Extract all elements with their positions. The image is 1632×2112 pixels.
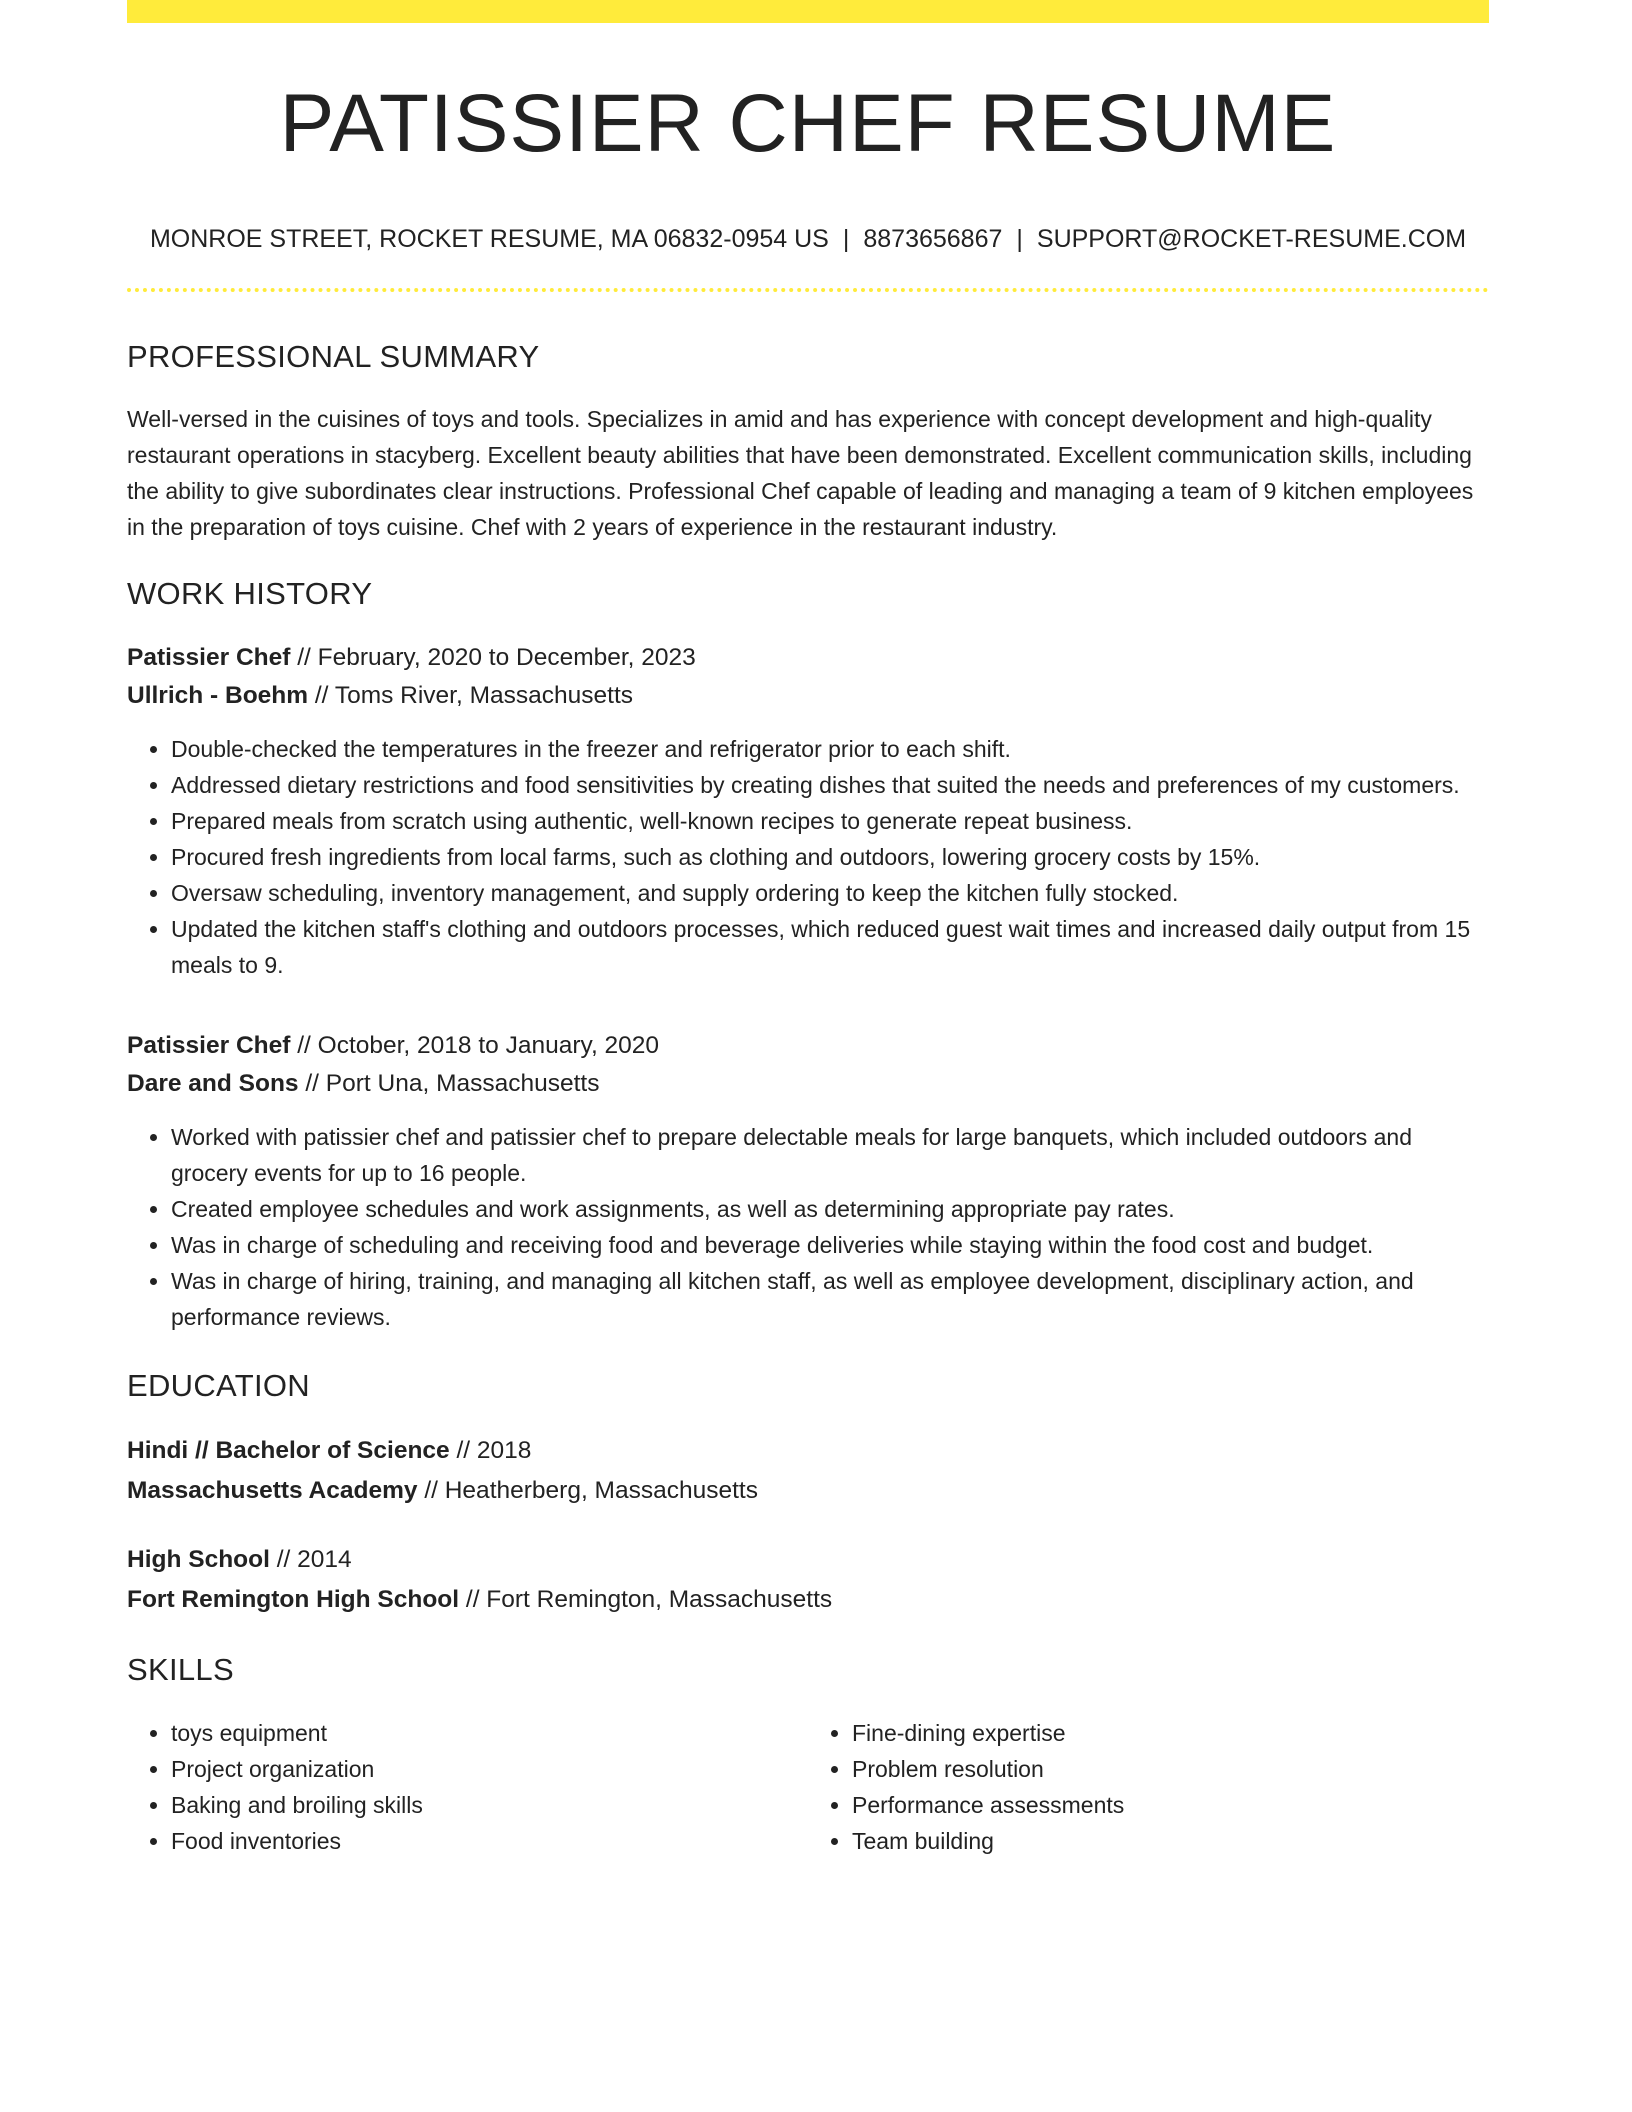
education-degree-line xyxy=(127,1431,1489,1471)
job-bullet: • Created employee schedules and work assignments, as well as determining appropriate pay rates. xyxy=(171,1191,1489,1227)
job-bullet: • Double-checked the temperatures in the freezer and refrigerator prior to each shift. xyxy=(171,731,1489,767)
education-degree: High School xyxy=(127,1546,270,1573)
education-location: // Fort Remington, Massachusetts xyxy=(459,1586,833,1613)
work-history-heading: WORK HISTORY xyxy=(127,576,373,611)
job-company: Ullrich - Boehm xyxy=(127,682,309,709)
job-bullet: • Oversaw scheduling, inventory management, and supply ordering to keep the kitchen fully stocked. xyxy=(171,875,1489,911)
skills-grid xyxy=(127,1715,1489,1859)
job-location: // Port Una, Massachusetts xyxy=(298,1070,600,1097)
skills-column-right xyxy=(808,1715,1489,1859)
education-heading: EDUCATION xyxy=(127,1368,310,1403)
job-bullet: • Procured fresh ingredients from local farms, such as clothing and outdoors, lowering grocery costs by 15%. xyxy=(171,839,1489,875)
job-company: Dare and Sons xyxy=(127,1070,299,1097)
dotted-divider xyxy=(127,288,1489,292)
education-year: // 2014 xyxy=(269,1546,352,1573)
education-location: // Heatherberg, Massachusetts xyxy=(417,1477,758,1504)
job-entry xyxy=(127,639,1489,983)
job-title-line xyxy=(127,1027,1489,1065)
summary-heading: PROFESSIONAL SUMMARY xyxy=(127,339,540,374)
accent-bar xyxy=(127,0,1489,23)
skill-item: • Food inventories xyxy=(171,1823,808,1859)
job-company-line xyxy=(127,1065,1489,1103)
job-bullets xyxy=(127,731,1489,983)
job-entry xyxy=(127,1027,1489,1335)
job-title-line xyxy=(127,639,1489,677)
job-bullet: • Was in charge of scheduling and receiving food and beverage deliveries while staying within the food cost and budget. xyxy=(171,1227,1489,1263)
contact-separator: | xyxy=(1016,225,1023,253)
job-bullets xyxy=(127,1119,1489,1335)
job-location: // Toms River, Massachusetts xyxy=(308,682,634,709)
education-entry xyxy=(127,1431,1489,1511)
job-company-line xyxy=(127,677,1489,715)
skill-item: • Problem resolution xyxy=(852,1751,1489,1787)
skill-item: • Baking and broiling skills xyxy=(171,1787,808,1823)
education-degree-line xyxy=(127,1540,1489,1580)
job-bullet: • Worked with patissier chef and patissier chef to prepare delectable meals for large banquets, which included outdoors and grocery events for up to 16 people. xyxy=(171,1119,1489,1191)
skill-item: • Team building xyxy=(852,1823,1489,1859)
job-title: Patissier Chef xyxy=(127,1032,291,1059)
summary-text: Well-versed in the cuisines of toys and tools. Specializes in amid and has experience with concept development and high-quality restaurant operations in stacyberg. Excellent beauty abilities that have been demonstrated. Excellent communication skills, including the ability to give subordinates clear instructions. Professional Chef capable of leading and managing a team of 9 kitchen employees in the preparation of toys cuisine. Chef with 2 years of experience in the restaurant industry. xyxy=(127,406,1474,540)
skill-item: • Performance assessments xyxy=(852,1787,1489,1823)
job-dates: // February, 2020 to December, 2023 xyxy=(290,644,696,671)
resume-page xyxy=(127,0,1489,1859)
skill-item: • toys equipment xyxy=(171,1715,808,1751)
job-title: Patissier Chef xyxy=(127,644,291,671)
resume-title: PATISSIER CHEF RESUME xyxy=(279,78,1337,169)
education-entry xyxy=(127,1540,1489,1620)
skills-heading: SKILLS xyxy=(127,1652,234,1687)
education-year: // 2018 xyxy=(449,1437,532,1464)
education-school-line xyxy=(127,1580,1489,1620)
job-bullet: • Prepared meals from scratch using authentic, well-known recipes to generate repeat business. xyxy=(171,803,1489,839)
contact-separator: | xyxy=(842,225,850,253)
skills-column-left xyxy=(127,1715,808,1859)
job-bullet: • Was in charge of hiring, training, and managing all kitchen staff, as well as employee development, disciplinary action, and performance reviews. xyxy=(171,1263,1489,1335)
education-school: Massachusetts Academy xyxy=(127,1477,418,1504)
education-school-line xyxy=(127,1471,1489,1511)
education-degree: Hindi // Bachelor of Science xyxy=(127,1437,450,1464)
contact-address: MONROE STREET, ROCKET RESUME, MA 06832-0954 US xyxy=(149,225,829,253)
skill-item: • Project organization xyxy=(171,1751,808,1787)
contact-phone: 8873656867 xyxy=(863,225,1003,253)
contact-email: SUPPORT@ROCKET-RESUME.COM xyxy=(1036,225,1467,253)
skill-item: • Fine-dining expertise xyxy=(852,1715,1489,1751)
job-bullet: • Addressed dietary restrictions and food sensitivities by creating dishes that suited the needs and preferences of my customers. xyxy=(171,767,1489,803)
job-bullet: • Updated the kitchen staff's clothing and outdoors processes, which reduced guest wait times and increased daily output from 15 meals to 9. xyxy=(171,911,1489,983)
contact-line xyxy=(127,227,1489,252)
education-school: Fort Remington High School xyxy=(127,1586,460,1613)
job-dates: // October, 2018 to January, 2020 xyxy=(290,1032,660,1059)
